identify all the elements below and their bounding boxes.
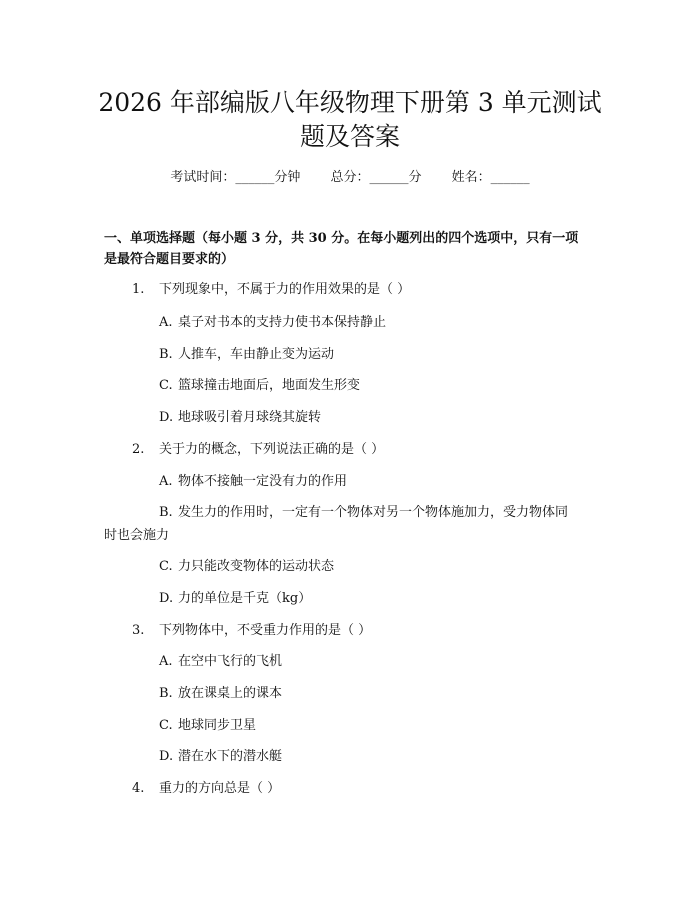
option-letter: B. xyxy=(159,505,173,520)
question-text: 关于力的概念，下列说法正确的是（ ） xyxy=(159,442,385,457)
option-letter: B. xyxy=(159,347,173,362)
question-1-option-b xyxy=(159,345,334,365)
question-2-option-b-continuation: 时也会施力 xyxy=(104,528,170,543)
question-number: 3. xyxy=(132,623,145,638)
option-letter: C. xyxy=(159,718,173,733)
option-text: 放在课桌上的课本 xyxy=(178,686,283,701)
option-letter: D. xyxy=(159,410,174,425)
option-letter: D. xyxy=(159,591,174,606)
question-text: 重力的方向总是（ ） xyxy=(159,781,281,796)
option-letter: B. xyxy=(159,686,173,701)
question-2-option-b xyxy=(159,503,568,523)
question-text: 下列物体中，不受重力作用的是（ ） xyxy=(159,623,372,638)
exam-time: 考试时间：______分钟 xyxy=(170,170,301,185)
question-3-option-c xyxy=(159,716,256,736)
student-name: 姓名：______ xyxy=(451,170,530,185)
option-text: 人推车，车由静止变为运动 xyxy=(178,347,335,362)
option-letter: C. xyxy=(159,378,173,393)
option-text: 在空中飞行的飞机 xyxy=(178,654,283,669)
option-text: 地球吸引着月球绕其旋转 xyxy=(178,410,322,425)
question-4 xyxy=(132,779,280,799)
option-text: 物体不接触一定没有力的作用 xyxy=(178,474,348,489)
question-text: 下列现象中，不属于力的作用效果的是（ ） xyxy=(159,282,411,297)
question-2-option-c xyxy=(159,557,334,577)
question-2 xyxy=(132,440,384,460)
question-1-option-d xyxy=(159,408,321,428)
question-3 xyxy=(132,621,371,641)
section-heading xyxy=(104,228,604,270)
question-1-option-a xyxy=(159,313,386,333)
exam-info xyxy=(0,168,700,188)
option-text: 发生力的作用时，一定有一个物体对另一个物体施加力，受力物体同 xyxy=(178,505,569,520)
question-2-option-d xyxy=(159,589,311,609)
option-letter: C. xyxy=(159,559,173,574)
question-number: 4. xyxy=(132,781,145,796)
option-text: 潜在水下的潜水艇 xyxy=(178,749,283,764)
question-3-option-d xyxy=(159,747,282,767)
question-2-option-a xyxy=(159,472,347,492)
question-number: 2. xyxy=(132,442,145,457)
option-text: 地球同步卫星 xyxy=(178,718,257,733)
option-letter: A. xyxy=(159,315,173,330)
document-title-line-1: 2026 年部编版八年级物理下册第 3 单元测试 xyxy=(98,88,602,117)
total-score: 总分：______分 xyxy=(330,170,422,185)
option-text: 篮球撞击地面后，地面发生形变 xyxy=(178,378,361,393)
option-text: 桌子对书本的支持力使书本保持静止 xyxy=(178,315,387,330)
option-letter: A. xyxy=(159,654,173,669)
option-letter: A. xyxy=(159,474,173,489)
option-letter: D. xyxy=(159,749,174,764)
section-heading-line-2: 是最符合题目要求的） xyxy=(104,252,235,267)
document-title-line-2: 题及答案 xyxy=(299,122,400,151)
question-number: 1. xyxy=(132,282,145,297)
section-heading-line-1: 一、单项选择题（每小题 3 分，共 30 分。在每小题列出的四个选项中，只有一项 xyxy=(104,231,579,246)
question-1-option-c xyxy=(159,376,360,396)
question-3-option-b xyxy=(159,684,282,704)
question-3-option-a xyxy=(159,652,282,672)
question-1 xyxy=(132,280,410,300)
option-text: 力只能改变物体的运动状态 xyxy=(178,559,335,574)
option-text: 力的单位是千克（kg） xyxy=(178,591,312,606)
